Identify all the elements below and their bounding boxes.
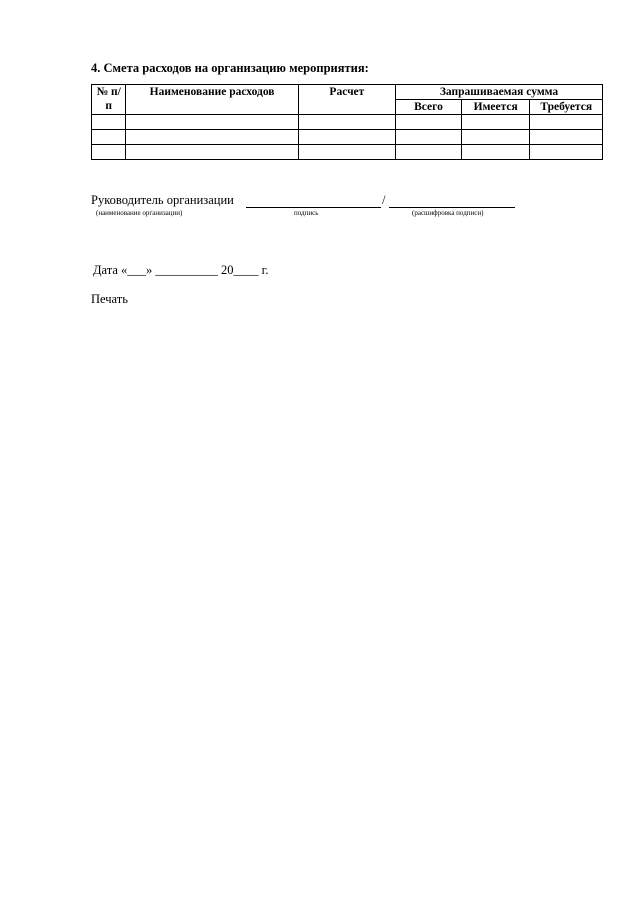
- table-row: [92, 130, 603, 145]
- header-expense-name: Наименование расходов: [126, 85, 298, 115]
- table-cell: [92, 115, 126, 130]
- table-cell: [462, 115, 530, 130]
- header-number: [92, 85, 126, 115]
- stamp-label: Печать: [91, 292, 128, 306]
- table-cell: [298, 115, 395, 130]
- table-cell: [298, 145, 395, 160]
- table-cell: [396, 145, 462, 160]
- header-number-label: № п/п: [96, 86, 121, 112]
- caption-signature-decode: (расшифровка подписи): [412, 209, 484, 217]
- expense-estimate-table: [91, 84, 603, 160]
- table-row: [92, 115, 603, 130]
- table-cell: [462, 145, 530, 160]
- table-cell: [298, 130, 395, 145]
- table-cell: [92, 130, 126, 145]
- date-line: Дата «___» __________ 20____ г.: [93, 263, 269, 277]
- header-required: Требуется: [530, 100, 603, 115]
- header-requested-amount: Запрашиваемая сумма: [396, 85, 603, 100]
- table-row: [92, 145, 603, 160]
- signer-label: Руководитель организации: [91, 193, 234, 207]
- table-cell: [126, 130, 298, 145]
- caption-signature: подпись: [294, 209, 319, 217]
- header-available: Имеется: [462, 100, 530, 115]
- table-cell: [396, 130, 462, 145]
- table-cell: [530, 145, 603, 160]
- header-calculation: Расчет: [298, 85, 395, 115]
- signature-line: [246, 207, 381, 208]
- table-cell: [126, 145, 298, 160]
- table-cell: [462, 130, 530, 145]
- table-cell: [92, 145, 126, 160]
- table-cell: [530, 115, 603, 130]
- table-header-row: [92, 85, 603, 100]
- header-total: Всего: [396, 100, 462, 115]
- caption-organization: (наименование организации): [96, 209, 183, 217]
- section-title: 4. Смета расходов на организацию мероприятия:: [91, 61, 369, 75]
- table-cell: [530, 130, 603, 145]
- signature-decode-line: [389, 207, 515, 208]
- table-cell: [396, 115, 462, 130]
- table-cell: [126, 115, 298, 130]
- signature-separator: /: [382, 193, 386, 207]
